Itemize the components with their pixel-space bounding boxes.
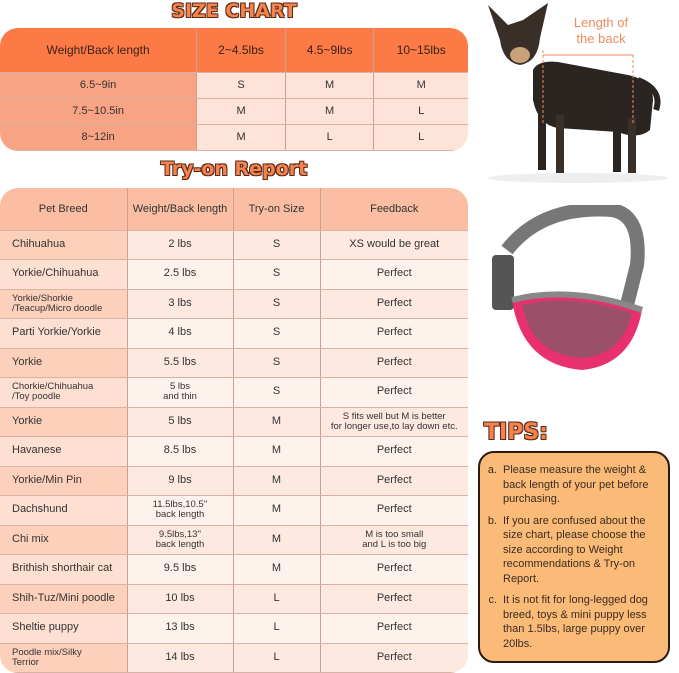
table-cell: 11.5lbs,10.5'' back length — [127, 496, 233, 526]
tip-a — [484, 463, 660, 507]
table-cell: XS would be great — [320, 230, 468, 260]
table-cell: Perfect — [320, 348, 468, 378]
table-cell: L — [374, 98, 468, 124]
tip-letter: a. — [487, 464, 497, 476]
table-cell: Yorkie — [0, 348, 127, 378]
tip-text: Please measure the weight & back length of your pet before purchasing. — [503, 464, 649, 505]
table-cell: 5.5 lbs — [127, 348, 233, 378]
tip-text: If you are confused about the size chart, please choose the size according to Weight recommendations & Try-on Report. — [503, 514, 646, 585]
table-cell: Perfect — [320, 437, 468, 467]
table-cell: L — [233, 614, 320, 644]
tip-letter: b. — [487, 514, 497, 527]
table-cell: Perfect — [320, 466, 468, 496]
column-header: 2~4.5lbs — [197, 28, 286, 72]
size-chart-header — [0, 28, 468, 72]
table-cell: Perfect — [320, 496, 468, 526]
column-header: Weight/Back length — [0, 28, 197, 72]
size-chart-title: SIZE CHART — [171, 0, 297, 22]
column-header: 10~15lbs — [374, 28, 468, 72]
back-length-label: Length of the back — [573, 15, 629, 46]
table-cell: Yorkie — [0, 407, 127, 437]
table-row — [0, 437, 468, 467]
table-cell: Yorkie/Min Pin — [0, 466, 127, 496]
table-cell: L — [374, 124, 468, 150]
table-cell: Sheltie puppy — [0, 614, 127, 644]
table-row — [0, 319, 468, 349]
table-cell: M — [197, 124, 286, 150]
column-header: Try-on Size — [233, 188, 320, 230]
table-cell: 13 lbs — [127, 614, 233, 644]
tip-c — [484, 593, 660, 651]
table-cell: M — [285, 72, 374, 98]
table-row — [0, 407, 468, 437]
table-cell: 7.5~10.5in — [0, 98, 197, 124]
table-cell: 8~12in — [0, 124, 197, 150]
column-header: Feedback — [320, 188, 468, 230]
table-cell: 2 lbs — [127, 230, 233, 260]
table-cell: Perfect — [320, 260, 468, 290]
table-cell: L — [233, 643, 320, 673]
table-cell: M is too small and L is too big — [320, 525, 468, 555]
table-row — [0, 124, 468, 150]
table-cell: Perfect — [320, 378, 468, 408]
table-row — [0, 72, 468, 98]
table-cell: M — [233, 496, 320, 526]
table-cell: Perfect — [320, 614, 468, 644]
table-cell: Perfect — [320, 555, 468, 585]
table-cell: M — [197, 98, 286, 124]
table-cell: 5 lbs — [127, 407, 233, 437]
table-row — [0, 98, 468, 124]
table-cell: 9 lbs — [127, 466, 233, 496]
table-cell: 4 lbs — [127, 319, 233, 349]
column-header: Pet Breed — [0, 188, 127, 230]
table-cell: M — [233, 407, 320, 437]
table-row — [0, 348, 468, 378]
table-cell: Yorkie/Shorkie /Teacup/Micro doodle — [0, 289, 127, 319]
table-cell: 6.5~9in — [0, 72, 197, 98]
table-row — [0, 260, 468, 290]
table-row — [0, 496, 468, 526]
table-cell: Brithish shorthair cat — [0, 555, 127, 585]
table-cell: S — [233, 289, 320, 319]
table-row — [0, 466, 468, 496]
table-cell: M — [233, 555, 320, 585]
table-row — [0, 643, 468, 673]
tip-text: It is not fit for long-legged dog breed, toys & mini puppy less than 1.5lbs, large puppy over 20lbs. — [503, 594, 648, 650]
tips-box — [478, 451, 670, 663]
table-cell: 5 lbs and thin — [127, 378, 233, 408]
table-cell: 2.5 lbs — [127, 260, 233, 290]
table-cell: M — [233, 466, 320, 496]
table-row — [0, 584, 468, 614]
table-cell: M — [233, 525, 320, 555]
table-row — [0, 289, 468, 319]
table-cell: Perfect — [320, 584, 468, 614]
tip-b — [484, 514, 660, 587]
table-cell: S — [233, 319, 320, 349]
table-cell: S — [233, 378, 320, 408]
table-cell: 10 lbs — [127, 584, 233, 614]
table-cell: L — [285, 124, 374, 150]
table-row — [0, 230, 468, 260]
table-cell: Dachshund — [0, 496, 127, 526]
table-cell: Parti Yorkie/Yorkie — [0, 319, 127, 349]
table-cell: S — [233, 348, 320, 378]
table-cell: M — [374, 72, 468, 98]
table-cell: Chi mix — [0, 525, 127, 555]
tryon-header — [0, 188, 468, 230]
tryon-report-table — [0, 188, 468, 673]
table-cell: Chihuahua — [0, 230, 127, 260]
table-cell: Perfect — [320, 289, 468, 319]
column-header: Weight/Back length — [127, 188, 233, 230]
tips-title: TIPS: — [484, 420, 548, 445]
table-row — [0, 614, 468, 644]
table-cell: Yorkie/Chihuahua — [0, 260, 127, 290]
table-cell: S fits well but M is better for longer use,to lay down etc. — [320, 407, 468, 437]
table-cell: M — [233, 437, 320, 467]
size-chart-table — [0, 28, 468, 151]
table-cell: 9.5lbs,13'' back length — [127, 525, 233, 555]
table-cell: Havanese — [0, 437, 127, 467]
table-cell: 8.5 lbs — [127, 437, 233, 467]
table-cell: M — [285, 98, 374, 124]
table-cell: 9.5 lbs — [127, 555, 233, 585]
table-cell: Chorkie/Chihuahua /Toy poodle — [0, 378, 127, 408]
table-cell: Perfect — [320, 643, 468, 673]
table-cell: Shih-Tuz/Mini poodle — [0, 584, 127, 614]
table-cell: L — [233, 584, 320, 614]
column-header: 4.5~9lbs — [285, 28, 374, 72]
table-cell: 14 lbs — [127, 643, 233, 673]
table-row — [0, 555, 468, 585]
table-cell: S — [233, 260, 320, 290]
table-cell: Perfect — [320, 319, 468, 349]
table-row — [0, 525, 468, 555]
table-cell: 3 lbs — [127, 289, 233, 319]
table-cell: Poodle mix/Silky Terrior — [0, 643, 127, 673]
tip-letter: c. — [488, 594, 497, 606]
table-cell: S — [197, 72, 286, 98]
table-row — [0, 378, 468, 408]
table-cell: S — [233, 230, 320, 260]
tryon-report-title: Try-on Report — [160, 158, 308, 180]
pet-sling-bag-photo — [482, 205, 667, 380]
